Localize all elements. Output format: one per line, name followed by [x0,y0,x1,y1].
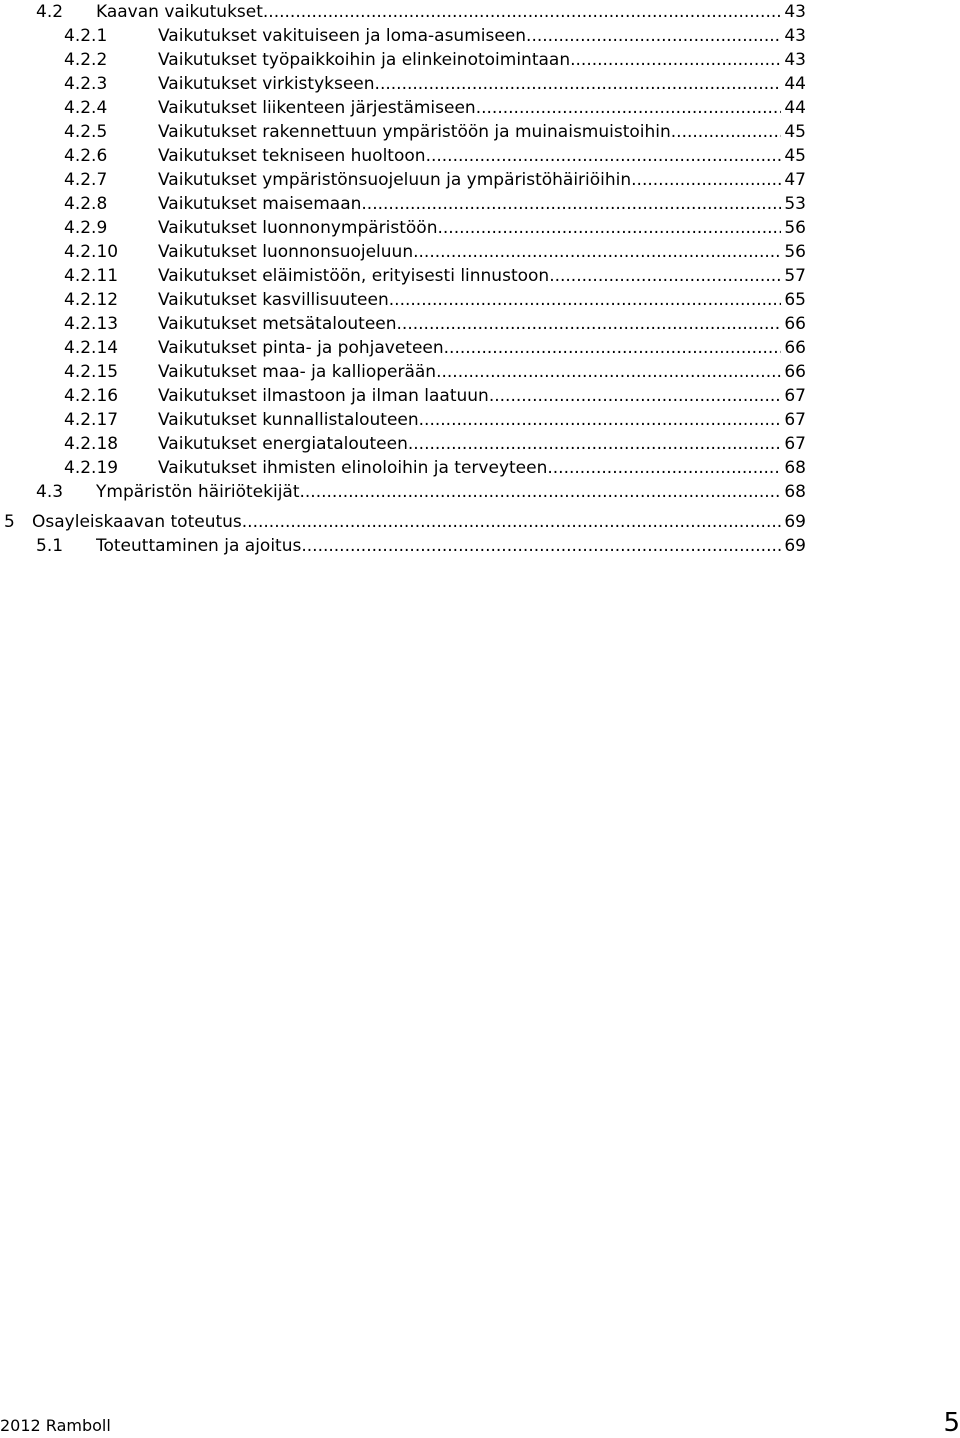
toc-entry-4-2-10[interactable] [64,240,806,264]
toc-entry-4-2-16[interactable] [64,384,806,408]
toc-entry-title: Vaikutukset ihmisten elinoloihin ja terveyteen [158,458,548,478]
toc-entry-page: 69 [784,536,806,556]
toc-entry-4-2-18[interactable] [64,432,806,456]
toc-entry-page: 53 [784,194,806,214]
toc-entry-title: Ympäristön häiriötekijät [96,482,300,502]
dot-leader [413,240,781,264]
toc-entry-title: Osayleiskaavan toteutus [32,512,242,532]
toc-entry-number: 4.2.16 [64,386,119,406]
toc-entry-page: 44 [784,98,806,118]
dot-leader [263,0,781,24]
toc-entry-page: 66 [784,338,806,358]
toc-entry-title: Vaikutukset metsätalouteen [158,314,397,334]
toc-entry-4-3[interactable] [36,480,806,504]
toc-entry-5-1[interactable] [36,534,806,558]
toc-entry-number: 4.2.18 [64,434,119,454]
toc-entry-page: 57 [784,266,806,286]
toc-entry-4-2-11[interactable] [64,264,806,288]
toc-entry-page: 43 [784,50,806,70]
dot-leader [419,408,782,432]
toc-entry-number: 5.1 [36,536,64,556]
toc-entry-4-2-14[interactable] [64,336,806,360]
toc-entry-4-2[interactable] [36,0,806,24]
dot-leader [489,384,782,408]
dot-leader [389,288,782,312]
dot-leader [300,480,782,504]
toc-entry-title: Vaikutukset maa- ja kallioperään [158,362,437,382]
toc-entry-title: Vaikutukset vakituiseen ja loma-asumiseen [158,26,527,46]
toc-entry-title: Vaikutukset luonnonympäristöön [158,218,438,238]
toc-entry-number: 4.2.15 [64,362,119,382]
toc-entry-title: Vaikutukset rakennettuun ympäristöön ja muinaismuistoihin [158,122,671,142]
toc-entry-page: 68 [784,458,806,478]
toc-entry-number: 4.2.2 [64,50,108,70]
toc-entry-title: Kaavan vaikutukset [96,2,263,22]
dot-leader [526,24,781,48]
toc-entry-4-2-6[interactable] [64,144,806,168]
dot-leader [549,264,781,288]
toc-entry-title: Vaikutukset virkistykseen [158,74,375,94]
footer-copyright: 2012 Ramboll [0,1416,111,1435]
toc-entry-4-2-4[interactable] [64,96,806,120]
toc-entry-number: 4.2.11 [64,266,119,286]
dot-leader [408,432,781,456]
toc-entry-number: 4.2.3 [64,74,108,94]
toc-entry-4-2-2[interactable] [64,48,806,72]
toc-entry-title: Vaikutukset eläimistöön, erityisesti linnustoon [158,266,550,286]
toc-entry-page: 45 [784,146,806,166]
dot-leader [301,534,781,558]
toc-entry-title: Vaikutukset pinta- ja pohjaveteen [158,338,444,358]
toc-entry-page: 43 [784,26,806,46]
dot-leader [476,96,782,120]
toc-entry-page: 68 [784,482,806,502]
dot-leader [361,192,781,216]
footer-page-number: 5 [943,1408,960,1438]
toc-entry-page: 56 [784,242,806,262]
toc-entry-number: 4.2.19 [64,458,119,478]
toc-entry-number: 5 [4,512,15,532]
toc-entry-4-2-15[interactable] [64,360,806,384]
toc-entry-page: 45 [784,122,806,142]
toc-entry-page: 67 [784,386,806,406]
toc-entry-page: 65 [784,290,806,310]
toc-entry-title: Vaikutukset luonnonsuojeluun [158,242,414,262]
toc-entry-4-2-9[interactable] [64,216,806,240]
toc-entry-page: 43 [784,2,806,22]
toc-entry-page: 66 [784,362,806,382]
toc-entry-number: 4.2.13 [64,314,119,334]
toc-entry-5[interactable] [4,510,806,534]
toc-entry-4-2-8[interactable] [64,192,806,216]
toc-entry-title: Toteuttaminen ja ajoitus [96,536,302,556]
toc-entry-page: 66 [784,314,806,334]
toc-entry-page: 44 [784,74,806,94]
toc-entry-4-2-7[interactable] [64,168,806,192]
toc-entry-page: 56 [784,218,806,238]
toc-entry-title: Vaikutukset tekniseen huoltoon [158,146,426,166]
toc-entry-number: 4.2.9 [64,218,108,238]
toc-entry-4-2-5[interactable] [64,120,806,144]
dot-leader [242,510,782,534]
toc-entry-4-2-13[interactable] [64,312,806,336]
toc-entry-title: Vaikutukset ilmastoon ja ilman laatuun [158,386,489,406]
toc-entry-number: 4.2.5 [64,122,108,142]
dot-leader [426,144,782,168]
dot-leader [671,120,782,144]
dot-leader [437,216,781,240]
toc-entry-title: Vaikutukset kasvillisuuteen [158,290,389,310]
dot-leader [631,168,781,192]
table-of-contents [0,0,960,600]
toc-entry-title: Vaikutukset työpaikkoihin ja elinkeinotoimintaan [158,50,571,70]
toc-entry-number: 4.2.7 [64,170,108,190]
dot-leader [436,360,781,384]
toc-entry-number: 4.2.10 [64,242,119,262]
toc-entry-4-2-3[interactable] [64,72,806,96]
dot-leader [570,48,781,72]
toc-entry-number: 4.2.6 [64,146,108,166]
toc-entry-number: 4.2 [36,2,64,22]
toc-entry-4-2-17[interactable] [64,408,806,432]
toc-entry-number: 4.2.17 [64,410,119,430]
toc-entry-4-2-12[interactable] [64,288,806,312]
dot-leader [375,72,782,96]
dot-leader [397,312,782,336]
toc-entry-page: 67 [784,434,806,454]
toc-entry-4-2-19[interactable] [64,456,806,480]
dot-leader [444,336,782,360]
toc-entry-page: 67 [784,410,806,430]
toc-entry-title: Vaikutukset ympäristönsuojeluun ja ympäristöhäiriöihin [158,170,632,190]
toc-entry-number: 4.2.12 [64,290,119,310]
toc-entry-number: 4.2.14 [64,338,119,358]
toc-entry-title: Vaikutukset liikenteen järjestämiseen [158,98,476,118]
toc-entry-number: 4.2.8 [64,194,108,214]
toc-entry-page: 47 [784,170,806,190]
toc-entry-title: Vaikutukset kunnallistalouteen [158,410,419,430]
toc-entry-number: 4.2.1 [64,26,108,46]
dot-leader [547,456,781,480]
toc-entry-number: 4.2.4 [64,98,108,118]
toc-entry-number: 4.3 [36,482,64,502]
toc-entry-title: Vaikutukset maisemaan [158,194,362,214]
toc-entry-page: 69 [784,512,806,532]
toc-entry-4-2-1[interactable] [64,24,806,48]
toc-entry-title: Vaikutukset energiatalouteen [158,434,408,454]
